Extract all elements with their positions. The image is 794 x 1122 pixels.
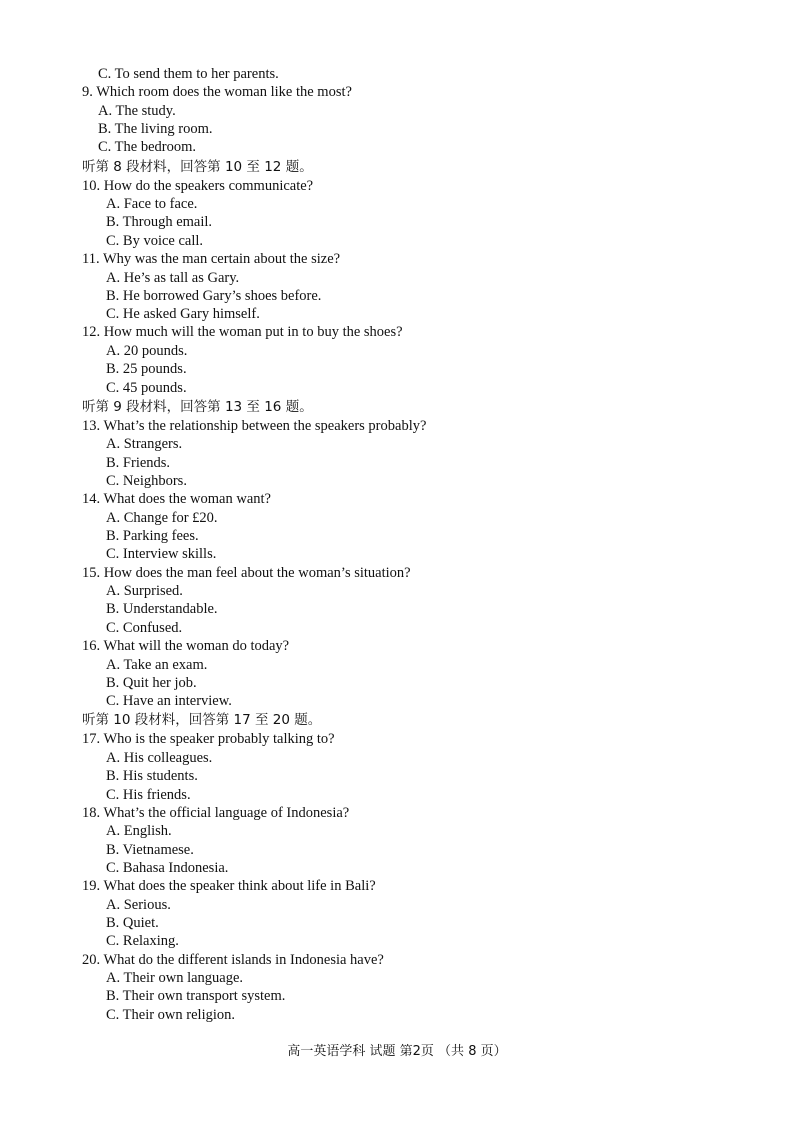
answer-option: A. Strangers. xyxy=(106,436,183,453)
answer-option: A. Serious. xyxy=(106,896,171,913)
answer-option: C. Relaxing. xyxy=(106,933,179,950)
question-stem: 18. What’s the official language of Indonesia? xyxy=(82,804,350,821)
answer-option: A. Change for £20. xyxy=(106,509,218,526)
answer-option: C. By voice call. xyxy=(106,232,204,249)
answer-option: A. Take an exam. xyxy=(106,656,208,673)
answer-option: A. His colleagues. xyxy=(106,749,213,766)
answer-option: A. Surprised. xyxy=(106,583,183,600)
answer-option: C. Neighbors. xyxy=(106,472,187,489)
answer-option: A. The study. xyxy=(98,102,176,119)
answer-option: A. He’s as tall as Gary. xyxy=(106,269,240,286)
question-stem: 17. Who is the speaker probably talking to? xyxy=(82,731,335,748)
answer-option: A. Their own language. xyxy=(106,970,244,987)
question-list xyxy=(82,65,762,1024)
answer-option: C. Their own religion. xyxy=(106,1006,236,1023)
question-stem: 11. Why was the man certain about the size? xyxy=(82,251,341,268)
answer-option: C. His friends. xyxy=(106,786,191,803)
section-instruction: 听第 8 段材料，回答第 10 至 12 题。 xyxy=(82,158,313,175)
question-stem: 12. How much will the woman put in to buy the shoes? xyxy=(82,324,403,341)
answer-option: B. Friends. xyxy=(106,454,171,471)
answer-option: A. English. xyxy=(106,823,172,840)
question-stem: 19. What does the speaker think about life in Bali? xyxy=(82,878,376,895)
page-footer: 高一英语学科 试题 第2页 （共 8 页） xyxy=(287,1044,507,1059)
answer-option: B. The living room. xyxy=(98,121,213,138)
answer-option: A. Face to face. xyxy=(106,196,198,213)
answer-option: B. Vietnamese. xyxy=(106,841,194,858)
answer-option: B. Through email. xyxy=(106,214,213,231)
answer-option: C. Bahasa Indonesia. xyxy=(106,859,229,876)
question-stem: 14. What does the woman want? xyxy=(82,491,271,508)
answer-option: C. 45 pounds. xyxy=(106,379,187,396)
answer-option: C. The bedroom. xyxy=(98,139,196,156)
answer-option: B. He borrowed Gary’s shoes before. xyxy=(106,287,322,304)
question-stem: 9. Which room does the woman like the most? xyxy=(82,84,352,101)
answer-option: B. Quit her job. xyxy=(106,674,197,691)
answer-option: B. Understandable. xyxy=(106,601,218,618)
question-stem: 15. How does the man feel about the woman’s situation? xyxy=(82,564,411,581)
answer-option: C. Confused. xyxy=(106,619,183,636)
answer-option: C. Have an interview. xyxy=(106,693,232,710)
answer-option: A. 20 pounds. xyxy=(106,342,188,359)
section-instruction: 听第 9 段材料，回答第 13 至 16 题。 xyxy=(82,398,313,415)
answer-option: C. To send them to her parents. xyxy=(98,66,279,82)
answer-option: B. His students. xyxy=(106,768,198,785)
answer-option: B. Parking fees. xyxy=(106,528,199,545)
question-stem: 13. What’s the relationship between the speakers probably? xyxy=(82,417,427,434)
question-stem: 16. What will the woman do today? xyxy=(82,638,290,655)
answer-option: B. 25 pounds. xyxy=(106,361,187,378)
answer-option: B. Quiet. xyxy=(106,915,159,931)
answer-option: C. Interview skills. xyxy=(106,546,217,563)
answer-option: B. Their own transport system. xyxy=(106,988,286,1005)
answer-option: C. He asked Gary himself. xyxy=(106,306,260,323)
section-instruction: 听第 10 段材料，回答第 17 至 20 题。 xyxy=(82,712,322,729)
question-stem: 10. How do the speakers communicate? xyxy=(82,177,314,194)
question-stem: 20. What do the different islands in Indonesia have? xyxy=(82,951,384,968)
